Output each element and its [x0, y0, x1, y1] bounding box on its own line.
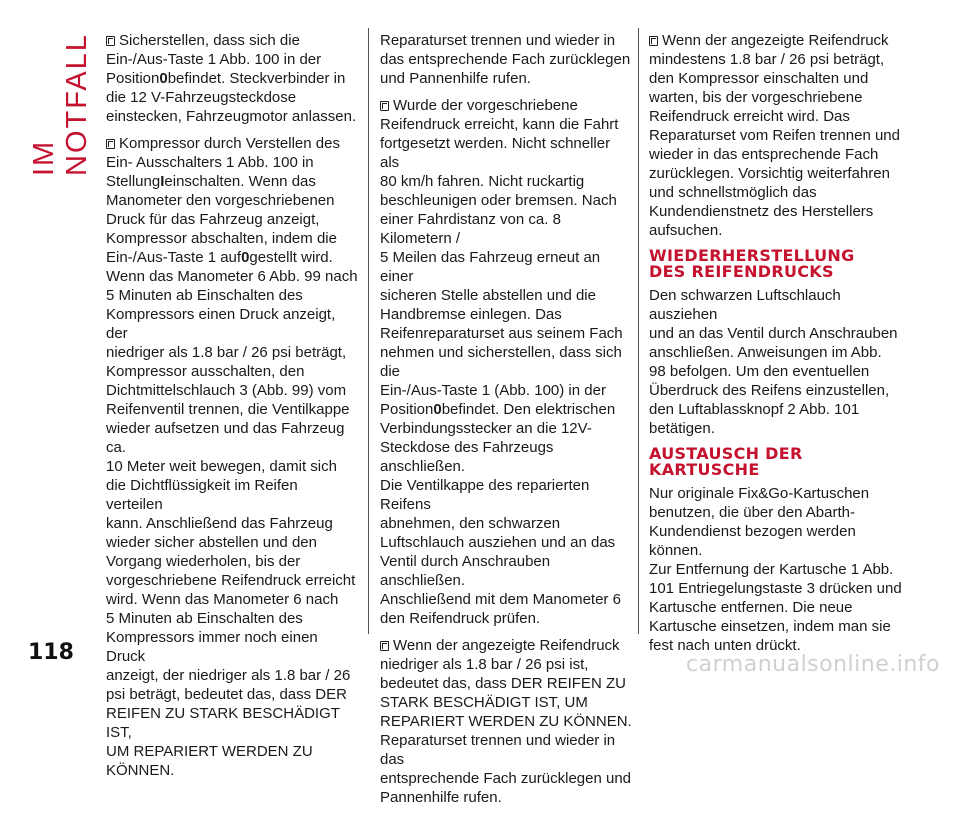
section-label: IM NOTFALL: [28, 33, 93, 176]
section-heading: WIEDERHERSTELLUNG DES REIFENDRUCKS: [649, 246, 855, 281]
bullet-icon: [649, 36, 658, 46]
paragraph: Nur originale Fix&Go-Kartuschen benutzen, die über den Abarth- Kundendienst bezogen werden können. Zur Entfernung der Kartusche 1 Abb. 101 Entriegelungstaste 3 drücken und Kartusche entfernen. Die neue Kartusche einsetzen, indem man sie fest nach unten drückt.: [649, 485, 902, 654]
paragraph: Wenn der angezeigte Reifendruck niedriger als 1.8 bar / 26 psi ist, bedeutet das, dass DER REIFEN ZU STARK BESCHÄDIGT IST, UM REPARIERT WERDEN ZU KÖNNEN. Reparaturset trennen und wieder in das entsprechende Fach zurücklegen und Pannenhilfe rufen.: [380, 637, 632, 806]
bullet-icon: [380, 101, 389, 111]
text-column-1: [106, 31, 358, 788]
text-column-3: [649, 31, 909, 663]
page-number: 118: [28, 640, 74, 665]
paragraph: Wurde der vorgeschriebene Reifendruck erreicht, kann die Fahrt fortgesetzt werden. Nicht schneller als 80 km/h fahren. Nicht ruckartig beschleunigen oder bremsen. Nach einer Fahrdistanz von ca. 8 Kilometern / 5 Meilen das Fahrzeug erneut an einer sicheren Stelle abstellen und die Handbremse einlegen. Das Reifenreparaturset aus seinem Fach nehmen und sicherstellen, dass sich die Ein-/Aus-Taste 1 (Abb. 100) in der Position0befindet. Den elektrischen Verbindungsstecker an die 12V- Steckdose des Fahrzeugs anschließen. Die Ventilkappe des reparierten Reifens abnehmen, den schwarzen Luftschlauch ausziehen und an das Ventil durch Anschrauben anschließen. Anschließend mit dem Manometer 6 den Reifendruck prüfen.: [380, 97, 623, 627]
paragraph: Reparaturset trennen und wieder in das entsprechende Fach zurücklegen und Pannenhilfe rufen.: [380, 32, 631, 87]
paragraph: Wenn der angezeigte Reifendruck mindestens 1.8 bar / 26 psi beträgt, den Kompressor einschalten und warten, bis der vorgeschriebene Reifendruck erreicht wird. Das Reparaturset vom Reifen trennen und wieder in das entsprechende Fach zurücklegen. Vorsichtig weiterfahren und schnellstmöglich das Kundendienstnetz des Herstellers aufsuchen.: [649, 32, 900, 239]
watermark: carmanualsonline.info: [686, 652, 940, 677]
bullet-icon: [106, 139, 115, 149]
column-divider: [368, 28, 369, 634]
text-column-2: [380, 31, 632, 815]
paragraph: Sicherstellen, dass sich die Ein-/Aus-Taste 1 Abb. 100 in der Position0befindet. Steckverbinder in die 12 V-Fahrzeugsteckdose einstecken, Fahrzeugmotor anlassen.: [106, 32, 357, 125]
section-heading: AUSTAUSCH DER KARTUSCHE: [649, 444, 803, 479]
bullet-icon: [106, 36, 115, 46]
paragraph: Kompressor durch Verstellen des Ein- Ausschalters 1 Abb. 100 in StellungIeinschalten. Wenn das Manometer den vorgeschriebenen Druck für das Fahrzeug anzeigt, Kompressor abschalten, indem die Ein-/Aus-Taste 1 auf0gestellt wird. Wenn das Manometer 6 Abb. 99 nach 5 Minuten ab Einschalten des Kompressors einen Druck anzeigt, der niedriger als 1.8 bar / 26 psi beträgt, Kompressor ausschalten, den Dichtmittelschlauch 3 (Abb. 99) vom Reifenventil trennen, die Ventilkappe wieder aufsetzen und das Fahrzeug ca. 10 Meter weit bewegen, damit sich die Dichtflüssigkeit im Reifen verteilen kann. Anschließend das Fahrzeug wieder sicher abstellen und den Vorgang wiederholen, bis der vorgeschriebene Reifendruck erreicht wird. Wenn das Manometer 6 nach 5 Minuten ab Einschalten des Kompressors immer noch einen Druck anzeigt, der niedriger als 1.8 bar / 26 psi beträgt, bedeutet das, dass DER REIFEN ZU STARK BESCHÄDIGT IST, UM REPARIERT WERDEN ZU KÖNNEN.: [106, 135, 358, 779]
column-divider: [638, 28, 639, 634]
bullet-icon: [380, 641, 389, 651]
paragraph: Den schwarzen Luftschlauch ausziehen und an das Ventil durch Anschrauben anschließen. Anweisungen im Abb. 98 befolgen. Um den eventuellen Überdruck des Reifens einzustellen, den Luftablassknopf 2 Abb. 101 betätigen.: [649, 287, 898, 437]
